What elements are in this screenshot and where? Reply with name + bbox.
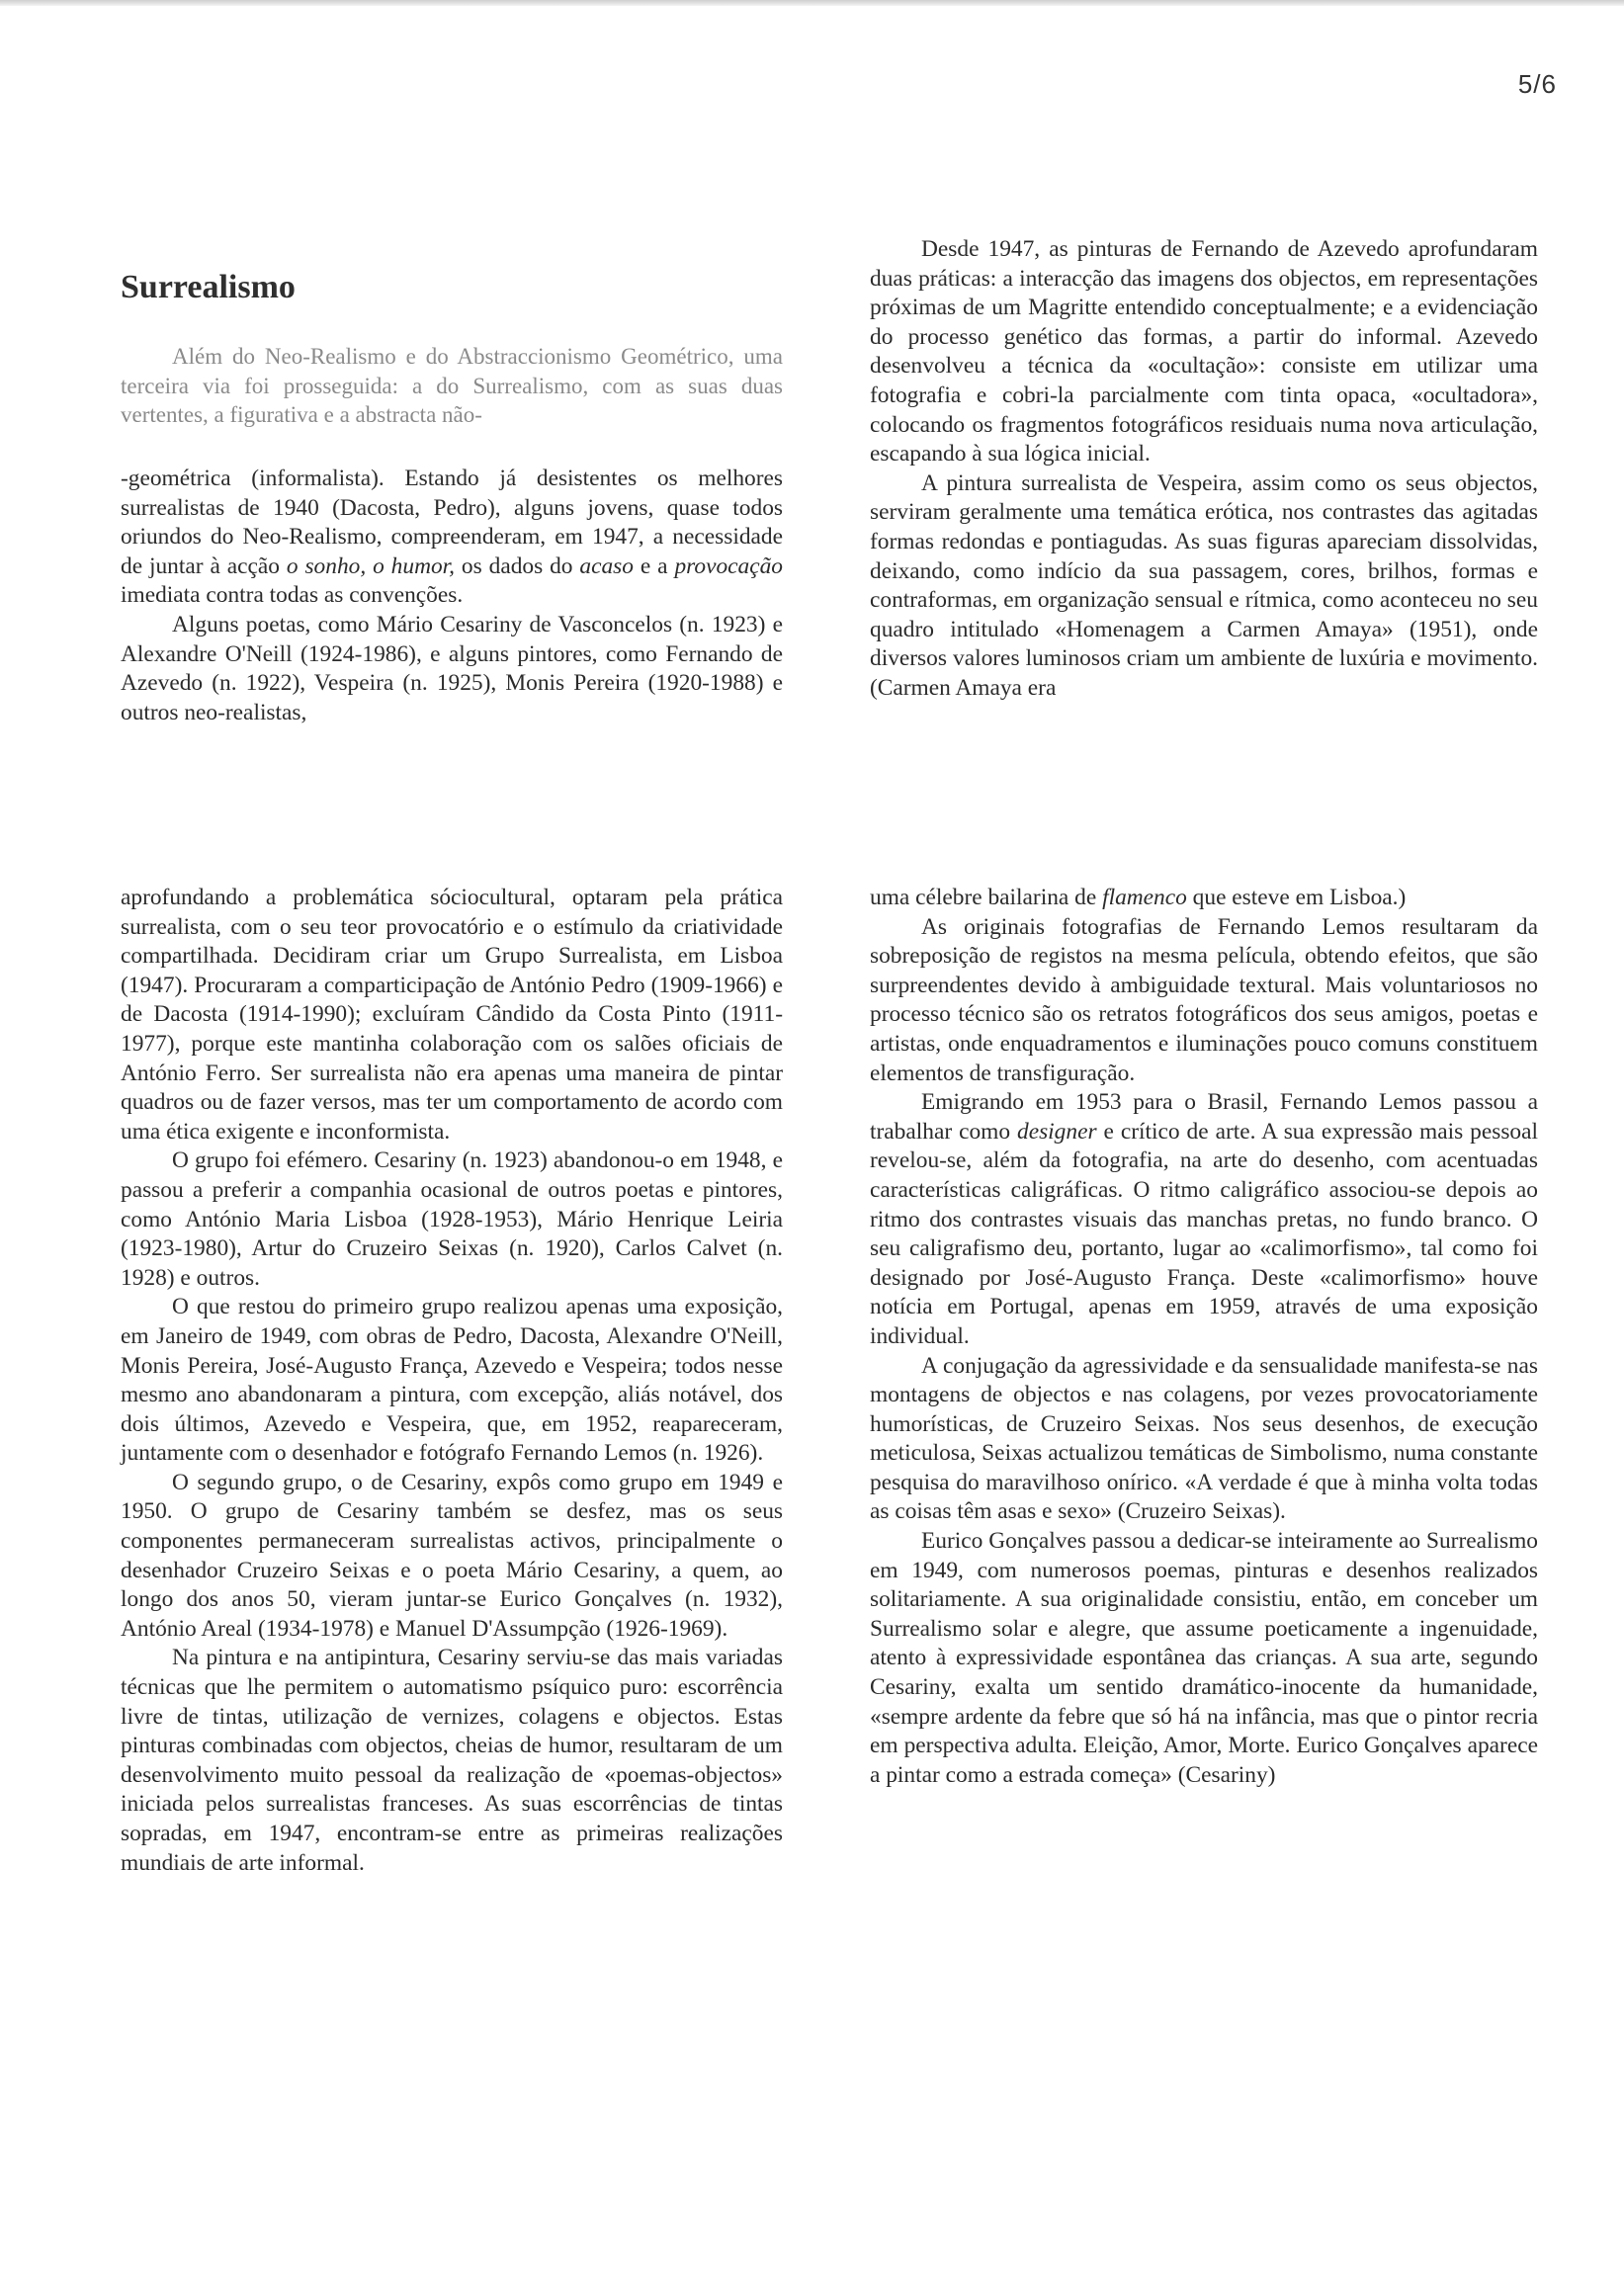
paragraph: A pintura surrealista de Vespeira, assim como os seus objectos, serviram geralmente uma temática erótica, nos contrastes das agitadas formas redondas e pontiagudas. As suas figuras apareciam dissolvidas, deixando, como indício da sua passagem, cores, brilhos, formas e contraformas, em organização sensual e rítmica, como aconteceu no seu quadro intitulado «Homenagem a Carmen Amaya» (1951), onde diversos valores luminosos criam um ambiente de luxúria e movimento. (Carmen Amaya era — [870, 469, 1538, 701]
paragraph: uma célebre bailarina de flamenco que esteve em Lisboa.) — [870, 885, 1407, 910]
paragraph: Alguns poetas, como Mário Cesariny de Vasconcelos (n. 1923) e Alexandre O'Neill (1924-1986), e alguns pintores, como Fernando de Azevedo (n. 1922), Vespeira (n. 1925), Monis Pereira (1920-1988) e outros neo-realistas, — [121, 611, 783, 725]
paragraph: As originais fotografias de Fernando Lemos resultaram da sobreposição de registos na mesma película, obtendo efeitos, que são surpreendentes devido à ambiguidade textural. Mais voluntariosos no processo técnico são os retratos fotográficos dos seus amigos, poetas e artistas, onde enquadramentos e iluminações pouco comuns constituem elementos de transfiguração. — [870, 913, 1538, 1086]
paragraph: Eurico Gonçalves passou a dedicar-se inteiramente ao Surrealismo em 1949, com numerosos poemas, pinturas e desenhos realizados solitariamente. A sua originalidade consistiu, então, em conceber um Surrealismo solar e alegre, que assume poeticamente a ingenuidade, atento à expressividade espontânea das crianças. A sua arte, segundo Cesariny, exalta um sentido dramático-inocente da humanidade, «sempre ardente da febre que só há na infância, mas que o pintor recria em perspectiva adulta. Eleição, Amor, Morte. Eurico Gonçalves aparece a pintar como a estrada começa» (Cesariny) — [870, 1528, 1538, 1788]
paragraph: O que restou do primeiro grupo realizou apenas uma exposição, em Janeiro de 1949, com obras de Pedro, Dacosta, Alexandre O'Neill, Monis Pereira, José-Augusto França, Azevedo e Vespeira; todos nesse mesmo ano abandonaram a pintura, com excepção, aliás notável, dos dois últimos, Azevedo e Vespeira, que, em 1952, reapareceram, juntamente com o desenhador e fotógrafo Fernando Lemos (n. 1926). — [121, 1294, 783, 1467]
column-top-left — [121, 465, 783, 727]
column-top-right — [870, 235, 1538, 704]
paragraph: A conjugação da agressividade e da sensualidade manifesta-se nas montagens de objectos e nas colagens, por vezes provocatoriamente humorísticas, de Cruzeiro Seixas. Nos seus desenhos, de execução meticulosa, Seixas actualizou temáticas de Simbolismo, numa constante pesquisa do maravilhoso onírico. «A verdade é que à minha volta todas as coisas têm asas e sexo» (Cruzeiro Seixas). — [870, 1352, 1538, 1525]
paragraph: Desde 1947, as pinturas de Fernando de Azevedo aprofundaram duas práticas: a interacção das imagens dos objectos, em representações próximas de um Magritte entendido conceptualmente; e a evidenciação do processo genético das formas, a partir do informal. Azevedo desenvolveu a técnica da «ocultação»: consiste em utilizar uma fotografia e cobri-la parcialmente com tinta opaca, «ocultadora», colocando os fragmentos fotográficos residuais numa nova articulação, escapando à sua lógica inicial. — [870, 236, 1538, 467]
section-title: Surrealismo — [121, 269, 296, 305]
intro-paragraph: Além do Neo-Realismo e do Abstraccionismo Geométrico, uma terceira via foi prosseguida: a do Surrealismo, com as suas duas vertentes, a figurativa e a abstracta não- — [121, 344, 783, 428]
paragraph: -geométrica (informalista). Estando já desistentes os melhores surrealistas de 1940 (Dacosta, Pedro), alguns jovens, quase todos oriundos do Neo-Realismo, compreenderam, em 1947, a necessidade de juntar à acção o sonho, o humor, os dados do acaso e a provocação imediata contra todas as convenções. — [121, 466, 784, 609]
paragraph: O segundo grupo, o de Cesariny, expôs como grupo em 1949 e 1950. O grupo de Cesariny também se desfez, mas os seus componentes permaneceram surrealistas activos, principalmente o desenhador Cruzeiro Seixas e o poeta Mário Cesariny, a quem, ao longo dos anos 50, vieram juntar-se Eurico Gonçalves (n. 1932), António Areal (1934-1978) e Manuel D'Assumpção (1926-1969). — [121, 1469, 783, 1642]
scan-edge — [0, 0, 1624, 6]
paragraph: Emigrando em 1953 para o Brasil, Fernando Lemos passou a trabalhar como designer e crítico de arte. A sua expressão mais pessoal revelou-se, além da fotografia, na arte do desenho, com acentuadas características caligráficas. O ritmo caligráfico associou-se depois ao ritmo dos contrastes visuais das manchas pretas, no fundo branco. O seu caligrafismo deu, portanto, lugar ao «calimorfismo», tal como foi designado por José-Augusto França. Deste «calimorfismo» houve notícia em Portugal, apenas em 1959, através de uma exposição individual. — [870, 1089, 1539, 1349]
intro-faded-text — [121, 342, 783, 430]
paragraph: Na pintura e na antipintura, Cesariny serviu-se das mais variadas técnicas que lhe permitem o automatismo psíquico puro: escorrência livre de tintas, utilização de vernizes, colagens e objectos. Estas pinturas combinadas com objectos, cheias de humor, resultaram de um desenvolvimento muito pessoal da realização de «poemas-objectos» iniciada pelos surrealistas franceses. As suas escorrências de tintas sopradas, em 1947, encontram-se entre as primeiras realizações mundiais de arte informal. — [121, 1645, 783, 1876]
column-bottom-right — [870, 884, 1538, 1790]
column-bottom-left — [121, 884, 783, 1878]
page-number: 5/6 — [1517, 69, 1557, 99]
paragraph: aprofundando a problemática sóciocultural, optaram pela prática surrealista, com o seu teor provocatório e o estímulo da criatividade compartilhada. Decidiram criar um Grupo Surrealista, em Lisboa (1947). Procuraram a comparticipação de António Pedro (1909-1966) e de Dacosta (1914-1990); excluíram Cândido da Costa Pinto (1911-1977), porque este mantinha colaboração com os salões oficiais de António Ferro. Ser surrealista não era apenas uma maneira de pintar quadros ou de fazer versos, mas ter um comportamento de acordo com uma ética exigente e inconformista. — [121, 885, 783, 1145]
paragraph: O grupo foi efémero. Cesariny (n. 1923) abandonou-o em 1948, e passou a preferir a companhia ocasional de outros poetas e pintores, como António Maria Lisboa (1928-1953), Mário Henrique Leiria (1923-1980), Artur do Cruzeiro Seixas (n. 1920), Carlos Calvet (n. 1928) e outros. — [121, 1147, 783, 1291]
